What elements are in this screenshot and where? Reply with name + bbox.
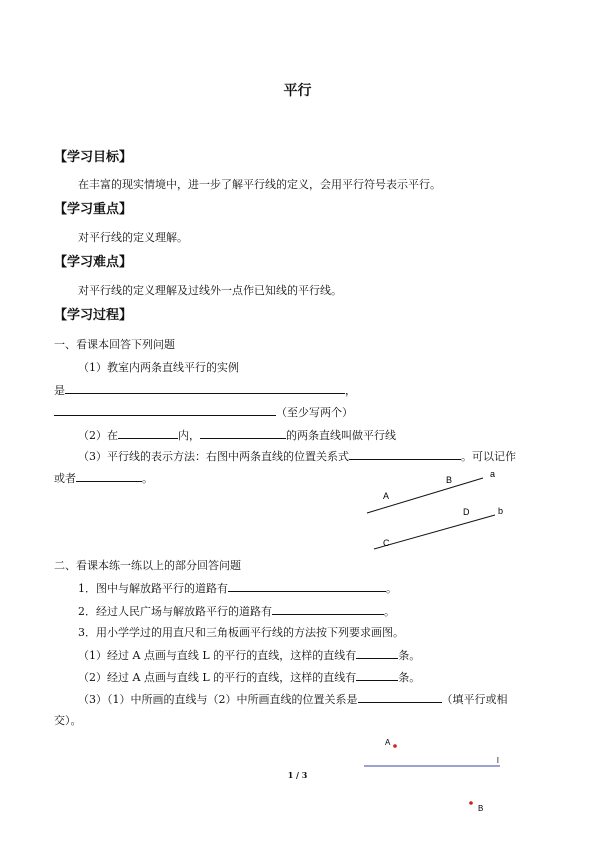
question1-text: （1）教室内两条直线平行的实例 <box>78 361 239 374</box>
difficulties-text: 对平行线的定义理解及过线外一点作已知线的平行线。 <box>78 284 342 297</box>
question3-part-d: 。 <box>142 472 153 485</box>
label-b: b <box>498 506 504 516</box>
step2-text: （2）经过 A 点画与直线 L 的平行的直线，这样的直线有 <box>78 671 357 684</box>
point-B <box>469 801 473 805</box>
step2-end: 条。 <box>398 671 421 684</box>
step3-continuation: 交）。 <box>54 714 82 727</box>
item3: 3．用小学学过的用直尺和三角板画平行线的方法按下列要求画图。 <box>78 626 404 639</box>
line-l-label: l <box>497 756 499 765</box>
question1-note: （至少写两个） <box>276 406 353 419</box>
label-A: A <box>383 491 390 501</box>
section1-title: 一、看课本回答下列问题 <box>54 338 175 351</box>
question2-part-b: 内， <box>178 429 200 442</box>
objectives-heading: 【学习目标】 <box>54 150 133 165</box>
label-C: C <box>383 538 390 548</box>
difficulties-heading: 【学习难点】 <box>54 255 133 270</box>
label-B: B <box>446 475 453 485</box>
question3-part-c: 或者 <box>54 472 76 485</box>
question2-part-a: （2）在 <box>78 429 118 442</box>
label-a: a <box>490 469 496 479</box>
line-b <box>374 515 495 549</box>
step3-text: （3）（1）中所画的直线与（2）中所画直线的位置关系是 <box>78 693 358 706</box>
point-A-label: A <box>385 738 391 747</box>
label-D: D <box>463 507 470 517</box>
item1-end: 。 <box>386 582 397 595</box>
page-number: 1 / 3 <box>287 770 308 780</box>
question2-part-c: 的两条直线叫做平行线 <box>286 429 396 442</box>
step1-end: 条。 <box>398 649 421 662</box>
parallel-lines-figure <box>367 469 503 549</box>
point-A <box>393 744 397 748</box>
question3-part-a: （3）平行线的表示方法：右图中两条直线的位置关系式 <box>78 450 349 463</box>
question3-part-b: 。可以记作 <box>461 450 516 463</box>
key-points-text: 对平行线的定义理解。 <box>78 231 188 244</box>
item2-end: 。 <box>384 605 395 618</box>
step3-end: （填平行或相 <box>441 693 508 706</box>
step1-text: （1）经过 A 点画与直线 L 的平行的直线，这样的直线有 <box>78 649 357 662</box>
point-B-label: B <box>478 804 484 813</box>
key-points-heading: 【学习重点】 <box>54 202 133 217</box>
section2-title: 二、看课本练一练以上的部分回答问题 <box>54 559 241 572</box>
objectives-text: 在丰富的现实情境中，进一步了解平行线的定义，会用平行符号表示平行。 <box>78 178 441 191</box>
question1-comma: ， <box>345 384 356 397</box>
page-title: 平行 <box>283 83 312 99</box>
item1-text: 1．图中与解放路平行的道路有 <box>78 582 228 595</box>
item2-text: 2．经过人民广场与解放路平行的道路有 <box>78 605 272 618</box>
question1-prefix: 是 <box>54 384 65 397</box>
process-heading: 【学习过程】 <box>54 308 133 323</box>
